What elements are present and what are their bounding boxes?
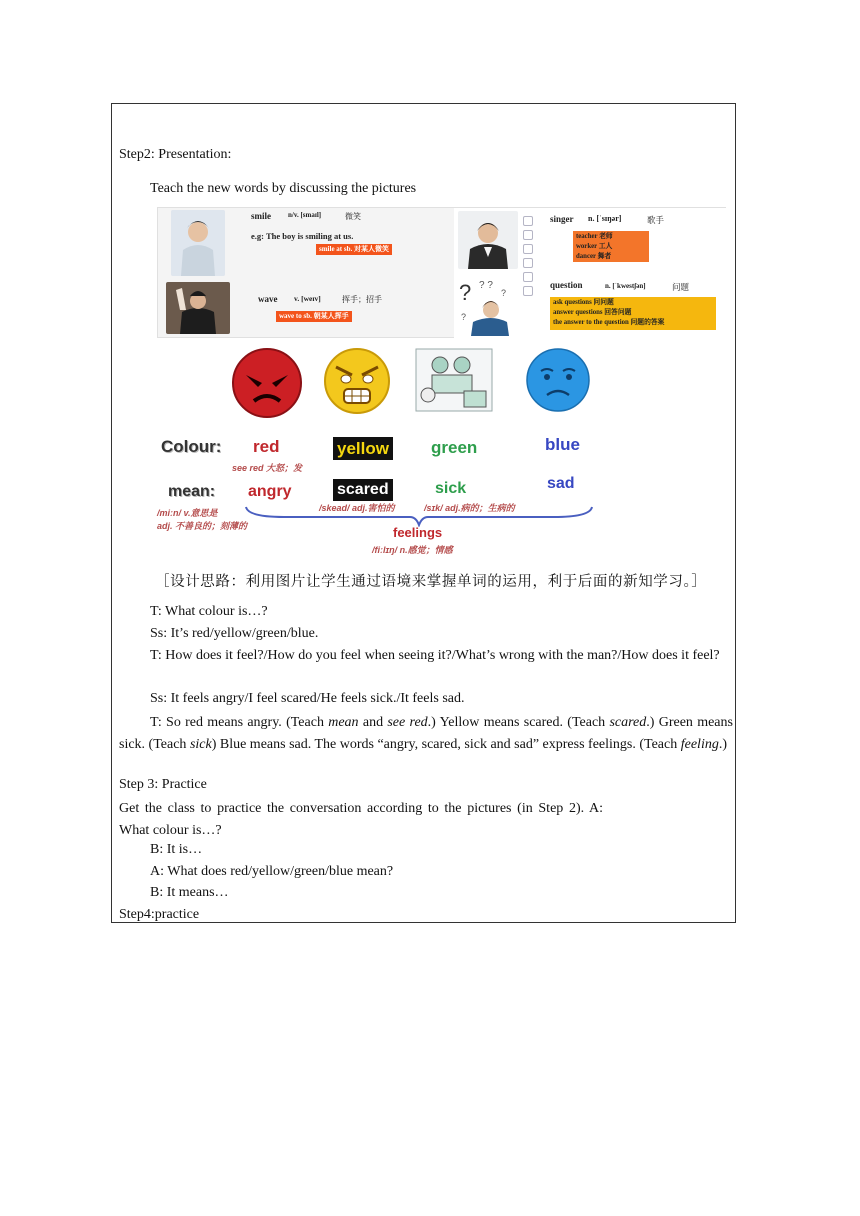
scared-face-icon [322, 345, 392, 417]
step3-line: B: It is… [150, 842, 203, 857]
sick-man-icon [414, 347, 494, 413]
text-run: .) [718, 736, 728, 752]
svg-text:?: ? [461, 312, 467, 322]
layout-icon[interactable] [523, 216, 533, 226]
smile-pos: n/v. [smaɪl] [288, 211, 322, 219]
step3-line: B: It means… [150, 885, 229, 900]
text-run: .) Yellow means scared. (Teach [427, 715, 610, 730]
step4-title: Step4:practice [119, 907, 200, 922]
meaning-sad: sad [547, 475, 575, 492]
mean-label: mean: [168, 483, 216, 500]
sick-note: /sɪk/ adj.病的；生病的 [424, 503, 515, 513]
wave-word: wave [258, 294, 278, 304]
frame-icon[interactable] [523, 272, 533, 282]
step2-title: Step2: Presentation: [119, 147, 232, 162]
step3-line: A: What does red/yellow/green/blue mean? [150, 864, 394, 879]
image-toolbar [521, 212, 535, 312]
svg-text:?: ? [459, 280, 472, 305]
filter-icon[interactable] [523, 258, 533, 268]
more-icon[interactable] [523, 286, 533, 296]
mean-phonetic: /miːn/ v.意思是 [157, 508, 218, 518]
scared-note: /skead/ adj.害怕的 [319, 503, 395, 513]
colour-yellow-text: yellow [337, 439, 389, 458]
mean-adj: adj. 不善良的；刻薄的 [157, 521, 248, 531]
meaning-sick: sick [435, 480, 467, 497]
text-run: T: So red means angry. (Teach [150, 715, 329, 730]
singer-word: singer [550, 214, 574, 224]
colour-red: red [253, 437, 280, 456]
emphasis-word: see red [387, 715, 428, 730]
waving-man-photo [166, 282, 230, 334]
question-list-item: answer questions 回答问题 [553, 309, 632, 316]
smiling-boy-photo [171, 210, 225, 276]
emphasis-word: sick [189, 736, 212, 752]
dialogue-paragraph [119, 712, 733, 755]
question-list [550, 297, 716, 330]
zoom-icon[interactable] [523, 230, 533, 240]
svg-text:?: ? [501, 288, 507, 298]
feelings-brace [244, 505, 594, 527]
wave-tag: wave to sb. 朝某人挥手 [276, 311, 352, 322]
step3-title: Step 3: Practice [119, 777, 207, 792]
sad-face-icon [525, 347, 591, 413]
text-run: and [358, 715, 388, 730]
svg-text:? ?: ? ? [479, 280, 493, 291]
wave-cn: 挥手；招手 [342, 295, 382, 304]
meaning-angry: angry [248, 483, 292, 500]
vocabulary-slide [157, 207, 726, 338]
singer-photo [458, 211, 518, 269]
singer-list-item: dancer 舞者 [576, 253, 612, 260]
singer-list-item: teacher 老师 [576, 233, 613, 240]
emphasis-word: mean [328, 715, 359, 730]
singer-pos: n. [ˈsɪŋər] [588, 214, 622, 223]
smile-tag: smile at sb. 对某人微笑 [316, 244, 392, 255]
question-list-item: ask questions 问问题 [553, 299, 614, 306]
feelings-note: /fiːlɪŋ/ n.感觉；情感 [372, 545, 453, 555]
step2-intro: Teach the new words by discussing the pictures [150, 181, 417, 196]
emphasis-word: scared [609, 715, 647, 730]
dialogue-line: T: What colour is…? [150, 604, 268, 619]
smile-example: e.g: The boy is smiling at us. [251, 231, 354, 241]
singer-cn: 歌手 [647, 215, 665, 225]
colour-green: green [431, 438, 478, 457]
emphasis-word: feeling [680, 736, 719, 752]
design-note: ［设计思路：利用图片让学生通过语境来掌握单词的运用，利于后面的新知学习。］ [155, 574, 707, 590]
dialogue-line: Ss: It feels angry/I feel scared/He feels sick./It feels sad. [150, 691, 465, 706]
question-word: question [550, 280, 583, 290]
thinking-woman-photo [455, 274, 519, 336]
dialogue-line: T: How does it feel?/How do you feel when seeing it?/What’s wrong with the man?/How does it feel? [150, 648, 720, 663]
meaning-scared: scared [333, 479, 393, 501]
colour-blue: blue [545, 435, 580, 454]
see-red-note: see red 大怒；发 [232, 463, 303, 473]
question-pos: n. [ˈkwestʃən] [605, 282, 646, 290]
text-run: ) Blue means sad. The words “angry, scared, sick and sad” express feelings. (Teach [211, 736, 681, 752]
feelings-word: feelings [393, 525, 443, 540]
question-list-item: the answer to the question 问题的答案 [553, 319, 665, 326]
dialogue-line: Ss: It’s red/yellow/green/blue. [150, 626, 319, 641]
smile-word: smile [251, 211, 271, 221]
singer-list-item: worker 工人 [576, 243, 613, 250]
text-run: .) Green means sick. (Teach [119, 715, 733, 752]
colour-label: Colour: [161, 437, 222, 456]
angry-face-icon [228, 345, 308, 421]
crop-icon[interactable] [523, 244, 533, 254]
singer-list [573, 231, 649, 262]
colour-yellow [333, 437, 393, 460]
question-cn: 问题 [672, 282, 690, 292]
wave-pos: v. [weɪv] [294, 294, 321, 303]
smile-cn: 微笑 [345, 212, 361, 221]
step3-desc: Get the class to practice the conversation according to the pictures (in Step 2). A: What colour is…? [119, 801, 603, 838]
